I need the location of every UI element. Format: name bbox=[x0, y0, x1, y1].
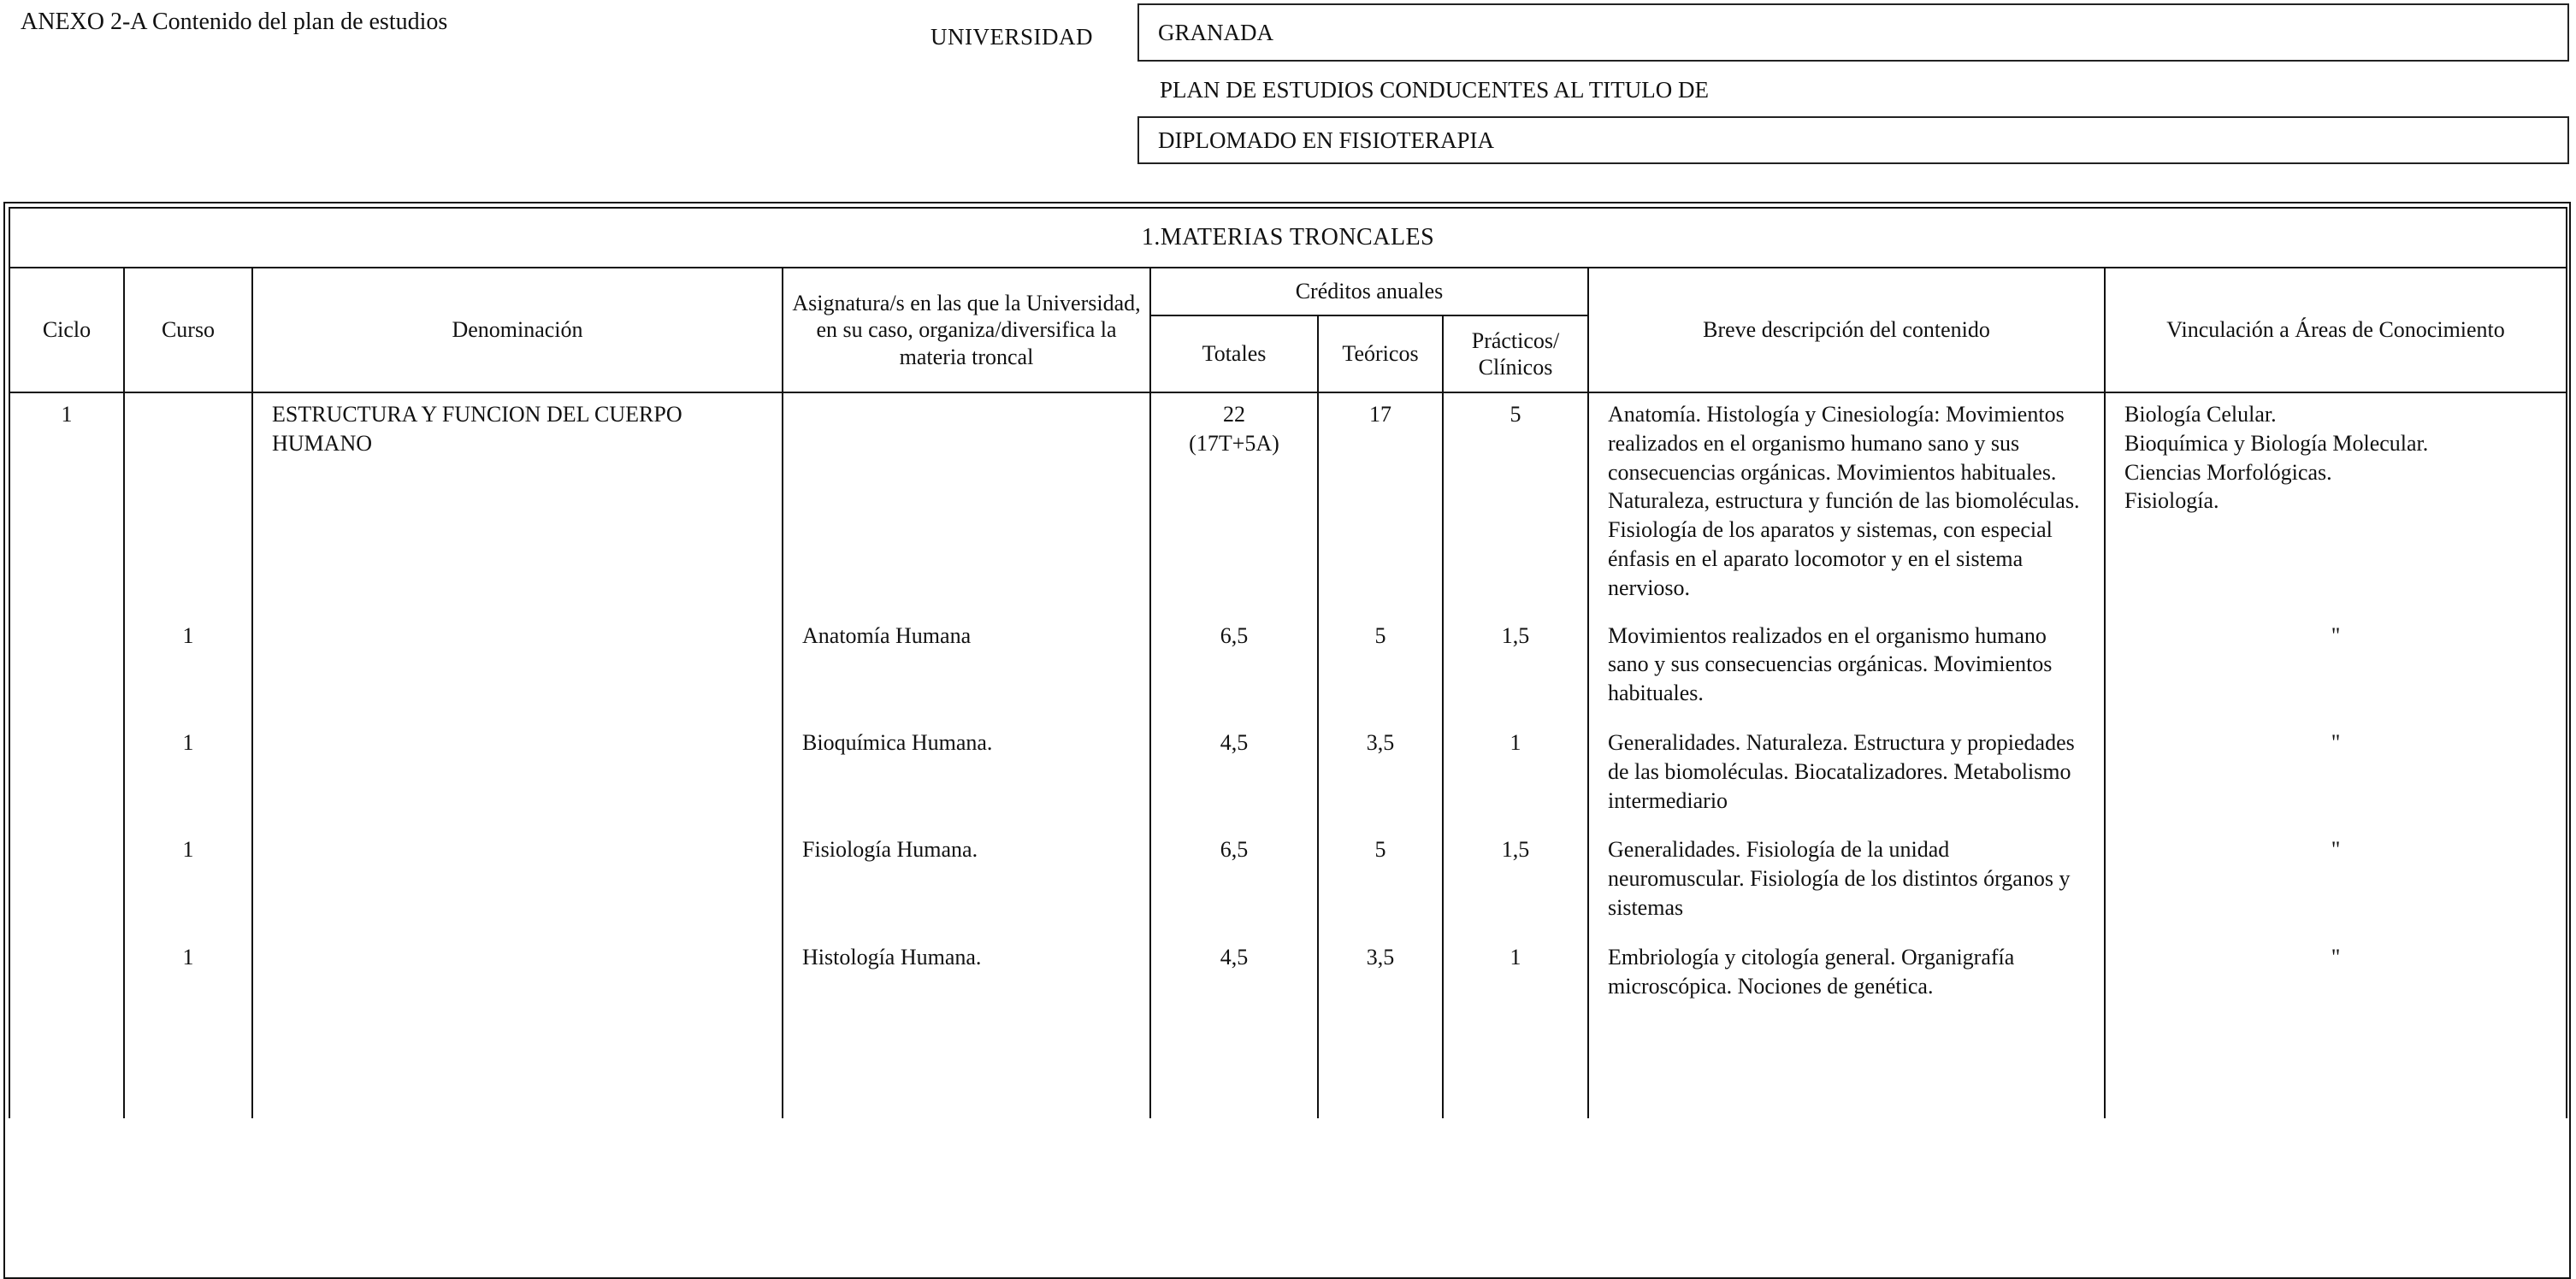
cell-descripcion: Generalidades. Fisiología de la unidad neuromuscular. Fisiología de los distintos órganos y sistemas bbox=[1588, 828, 2105, 935]
materias-table bbox=[9, 207, 2567, 1118]
cell-practicos: 1 bbox=[1443, 936, 1588, 1118]
cell-practicos: 1,5 bbox=[1443, 615, 1588, 722]
ditto-mark: " bbox=[2331, 944, 2341, 970]
header-ciclo: Ciclo bbox=[9, 268, 124, 392]
cell-descripcion: Generalidades. Naturaleza. Estructura y propiedades de las biomoléculas. Biocatalizadores. Metabolismo intermediario bbox=[1588, 722, 2105, 828]
cell-teoricos: 17 bbox=[1318, 392, 1443, 615]
table-row bbox=[9, 936, 2567, 1118]
area-item: Ciencias Morfológicas. bbox=[2124, 459, 2332, 485]
header-asignatura: Asignatura/s en las que la Universidad, en su caso, organiza/diversifica la materia troncal bbox=[783, 268, 1150, 392]
cell-curso: 1 bbox=[124, 615, 252, 722]
cell-vinculacion bbox=[2105, 828, 2567, 935]
cell-teoricos: 5 bbox=[1318, 615, 1443, 722]
cell-vinculacion bbox=[2105, 936, 2567, 1118]
header-vinculacion: Vinculación a Áreas de Conocimiento bbox=[2105, 268, 2567, 392]
cell-curso: 1 bbox=[124, 722, 252, 828]
titulo-field bbox=[1137, 116, 2569, 164]
cell-vinculacion bbox=[2105, 722, 2567, 828]
ditto-mark: " bbox=[2331, 622, 2341, 648]
cell-teoricos: 5 bbox=[1318, 828, 1443, 935]
cell-totales: 22 (17T+5A) bbox=[1150, 392, 1318, 615]
cell-denominacion: ESTRUCTURA Y FUNCION DEL CUERPO HUMANO bbox=[252, 392, 783, 615]
ditto-mark: " bbox=[2331, 837, 2341, 863]
universidad-label: UNIVERSIDAD bbox=[931, 24, 1093, 50]
cell-denominacion bbox=[252, 936, 783, 1118]
cell-practicos: 1,5 bbox=[1443, 828, 1588, 935]
titulo-value: DIPLOMADO EN FISIOTERAPIA bbox=[1158, 127, 1495, 153]
cell-asignatura: Fisiología Humana. bbox=[783, 828, 1150, 935]
cell-teoricos: 3,5 bbox=[1318, 722, 1443, 828]
cell-descripcion: Embriología y citología general. Organigrafía microscópica. Nociones de genética. bbox=[1588, 936, 2105, 1118]
header-teoricos: Teóricos bbox=[1318, 315, 1443, 392]
cell-curso bbox=[124, 392, 252, 615]
ditto-mark: " bbox=[2331, 729, 2341, 755]
cell-curso: 1 bbox=[124, 828, 252, 935]
cell-descripcion: Anatomía. Histología y Cinesiología: Movimientos realizados en el organismo humano sano y sus consecuencias orgánicas. Movimientos habituales. Naturaleza, estructura y función de las biomoléculas. Fisiología de los aparatos y sistemas, con especial énfasis en el aparato locomotor y en el sistema nervioso. bbox=[1588, 392, 2105, 615]
header-descripcion: Breve descripción del contenido bbox=[1588, 268, 2105, 392]
header-creditos: Créditos anuales bbox=[1150, 268, 1588, 315]
cell-denominacion bbox=[252, 828, 783, 935]
cell-ciclo bbox=[9, 722, 124, 828]
header-curso: Curso bbox=[124, 268, 252, 392]
cell-curso: 1 bbox=[124, 936, 252, 1118]
cell-totales: 6,5 bbox=[1150, 615, 1318, 722]
area-item: Fisiología. bbox=[2124, 488, 2219, 514]
annex-title: ANEXO 2-A Contenido del plan de estudios bbox=[21, 9, 448, 35]
cell-denominacion bbox=[252, 615, 783, 722]
table-row bbox=[9, 392, 2567, 615]
table-row bbox=[9, 722, 2567, 828]
area-item: Biología Celular. bbox=[2124, 402, 2277, 427]
cell-asignatura: Anatomía Humana bbox=[783, 615, 1150, 722]
cell-totales: 6,5 bbox=[1150, 828, 1318, 935]
cell-asignatura: Bioquímica Humana. bbox=[783, 722, 1150, 828]
cell-asignatura bbox=[783, 392, 1150, 615]
header-denominacion: Denominación bbox=[252, 268, 783, 392]
plan-label: PLAN DE ESTUDIOS CONDUCENTES AL TITULO DE bbox=[1160, 77, 1709, 103]
table-title: 1.MATERIAS TRONCALES bbox=[9, 208, 2567, 268]
cell-ciclo: 1 bbox=[9, 392, 124, 615]
cell-practicos: 1 bbox=[1443, 722, 1588, 828]
cell-totales: 4,5 bbox=[1150, 936, 1318, 1118]
cell-vinculacion bbox=[2105, 615, 2567, 722]
cell-ciclo bbox=[9, 936, 124, 1118]
universidad-value: GRANADA bbox=[1158, 19, 1273, 45]
cell-denominacion bbox=[252, 722, 783, 828]
cell-descripcion: Movimientos realizados en el organismo humano sano y sus consecuencias orgánicas. Movimientos habituales. bbox=[1588, 615, 2105, 722]
header-practicos: Prácticos/ Clínicos bbox=[1443, 315, 1588, 392]
header-totales: Totales bbox=[1150, 315, 1318, 392]
cell-teoricos: 3,5 bbox=[1318, 936, 1443, 1118]
universidad-field bbox=[1137, 3, 2569, 62]
cell-ciclo bbox=[9, 828, 124, 935]
cell-asignatura: Histología Humana. bbox=[783, 936, 1150, 1118]
cell-ciclo bbox=[9, 615, 124, 722]
cell-practicos: 5 bbox=[1443, 392, 1588, 615]
cell-totales: 4,5 bbox=[1150, 722, 1318, 828]
table-row bbox=[9, 615, 2567, 722]
table-row bbox=[9, 828, 2567, 935]
cell-vinculacion bbox=[2105, 392, 2567, 615]
area-item: Bioquímica y Biología Molecular. bbox=[2124, 430, 2429, 456]
